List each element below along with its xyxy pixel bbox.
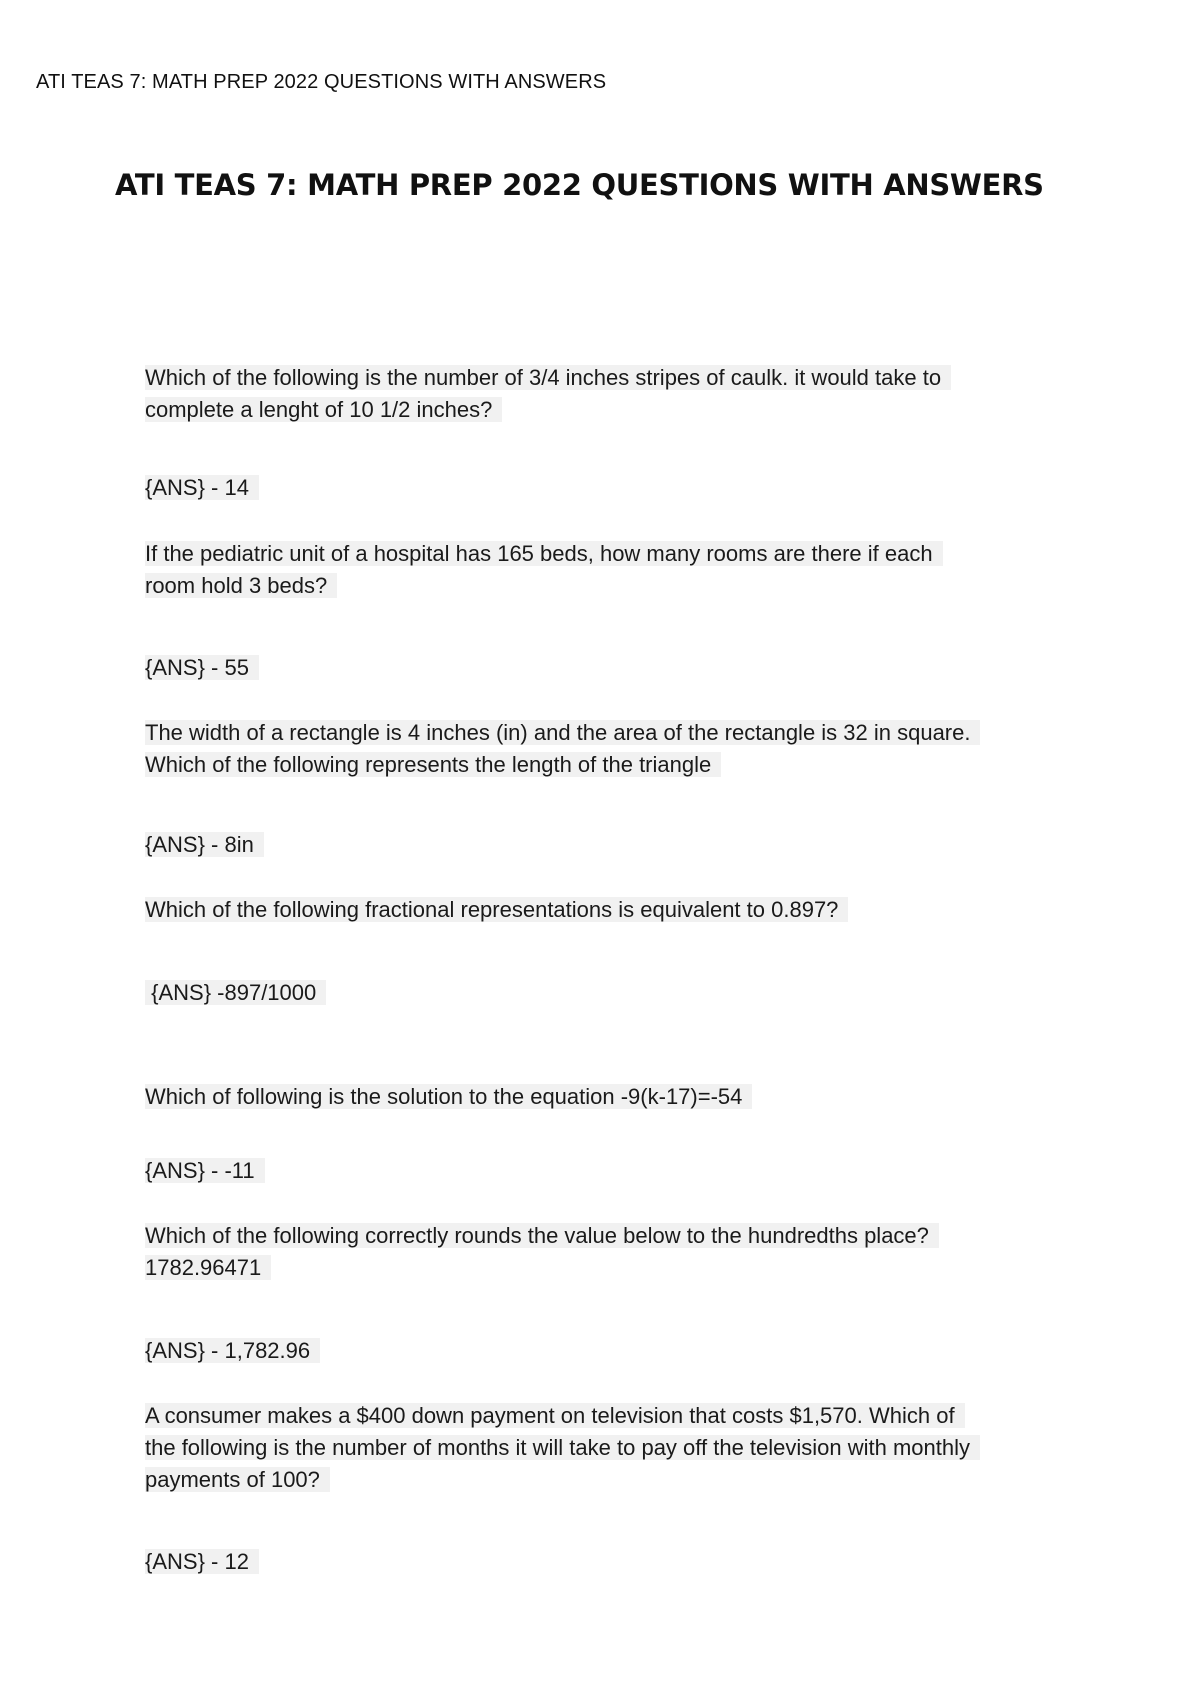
question-6-line-2: 1782.96471 [145,1255,271,1280]
question-1-line-1: Which of the following is the number of 3/4 inches stripes of caulk. it would take to [145,365,951,390]
question-5 [145,1081,1085,1113]
answer-5-text: {ANS} - -11 [145,1158,265,1183]
document-title: ATI TEAS 7: MATH PREP 2022 QUESTIONS WITH ANSWERS [115,168,1044,202]
question-3 [145,717,1085,781]
question-7-line-1: A consumer makes a $400 down payment on television that costs $1,570. Which of [145,1403,965,1428]
answer-1 [145,472,1085,504]
question-6-line-1: Which of the following correctly rounds the value below to the hundredths place? [145,1223,939,1248]
answer-6-text: {ANS} - 1,782.96 [145,1338,320,1363]
answer-2 [145,652,1085,684]
question-4 [145,894,1085,926]
question-1 [145,362,1085,426]
answer-6 [145,1335,1085,1367]
answer-4-text: {ANS} -897/1000 [145,980,326,1005]
answer-2-text: {ANS} - 55 [145,655,259,680]
answer-3 [145,829,1085,861]
answer-7 [145,1546,1085,1578]
question-5-line-1: Which of following is the solution to the equation -9(k-17)=-54 [145,1084,752,1109]
question-7-line-2: the following is the number of months it will take to pay off the television with monthly [145,1435,980,1460]
question-3-line-1: The width of a rectangle is 4 inches (in) and the area of the rectangle is 32 in square. [145,720,980,745]
question-2 [145,538,1085,602]
question-7-line-3: payments of 100? [145,1467,330,1492]
answer-1-text: {ANS} - 14 [145,475,259,500]
question-4-line-1: Which of the following fractional representations is equivalent to 0.897? [145,897,848,922]
running-header: ATI TEAS 7: MATH PREP 2022 QUESTIONS WITH ANSWERS [36,71,607,93]
question-2-line-1: If the pediatric unit of a hospital has 165 beds, how many rooms are there if each [145,541,943,566]
answer-4 [145,977,1085,1009]
question-3-line-2: Which of the following represents the length of the triangle [145,752,721,777]
answer-7-text: {ANS} - 12 [145,1549,259,1574]
question-6 [145,1220,1085,1284]
question-2-line-2: room hold 3 beds? [145,573,337,598]
answer-5 [145,1155,1085,1187]
question-1-line-2: complete a lenght of 10 1/2 inches? [145,397,502,422]
question-7 [145,1400,1085,1496]
answer-3-text: {ANS} - 8in [145,832,264,857]
